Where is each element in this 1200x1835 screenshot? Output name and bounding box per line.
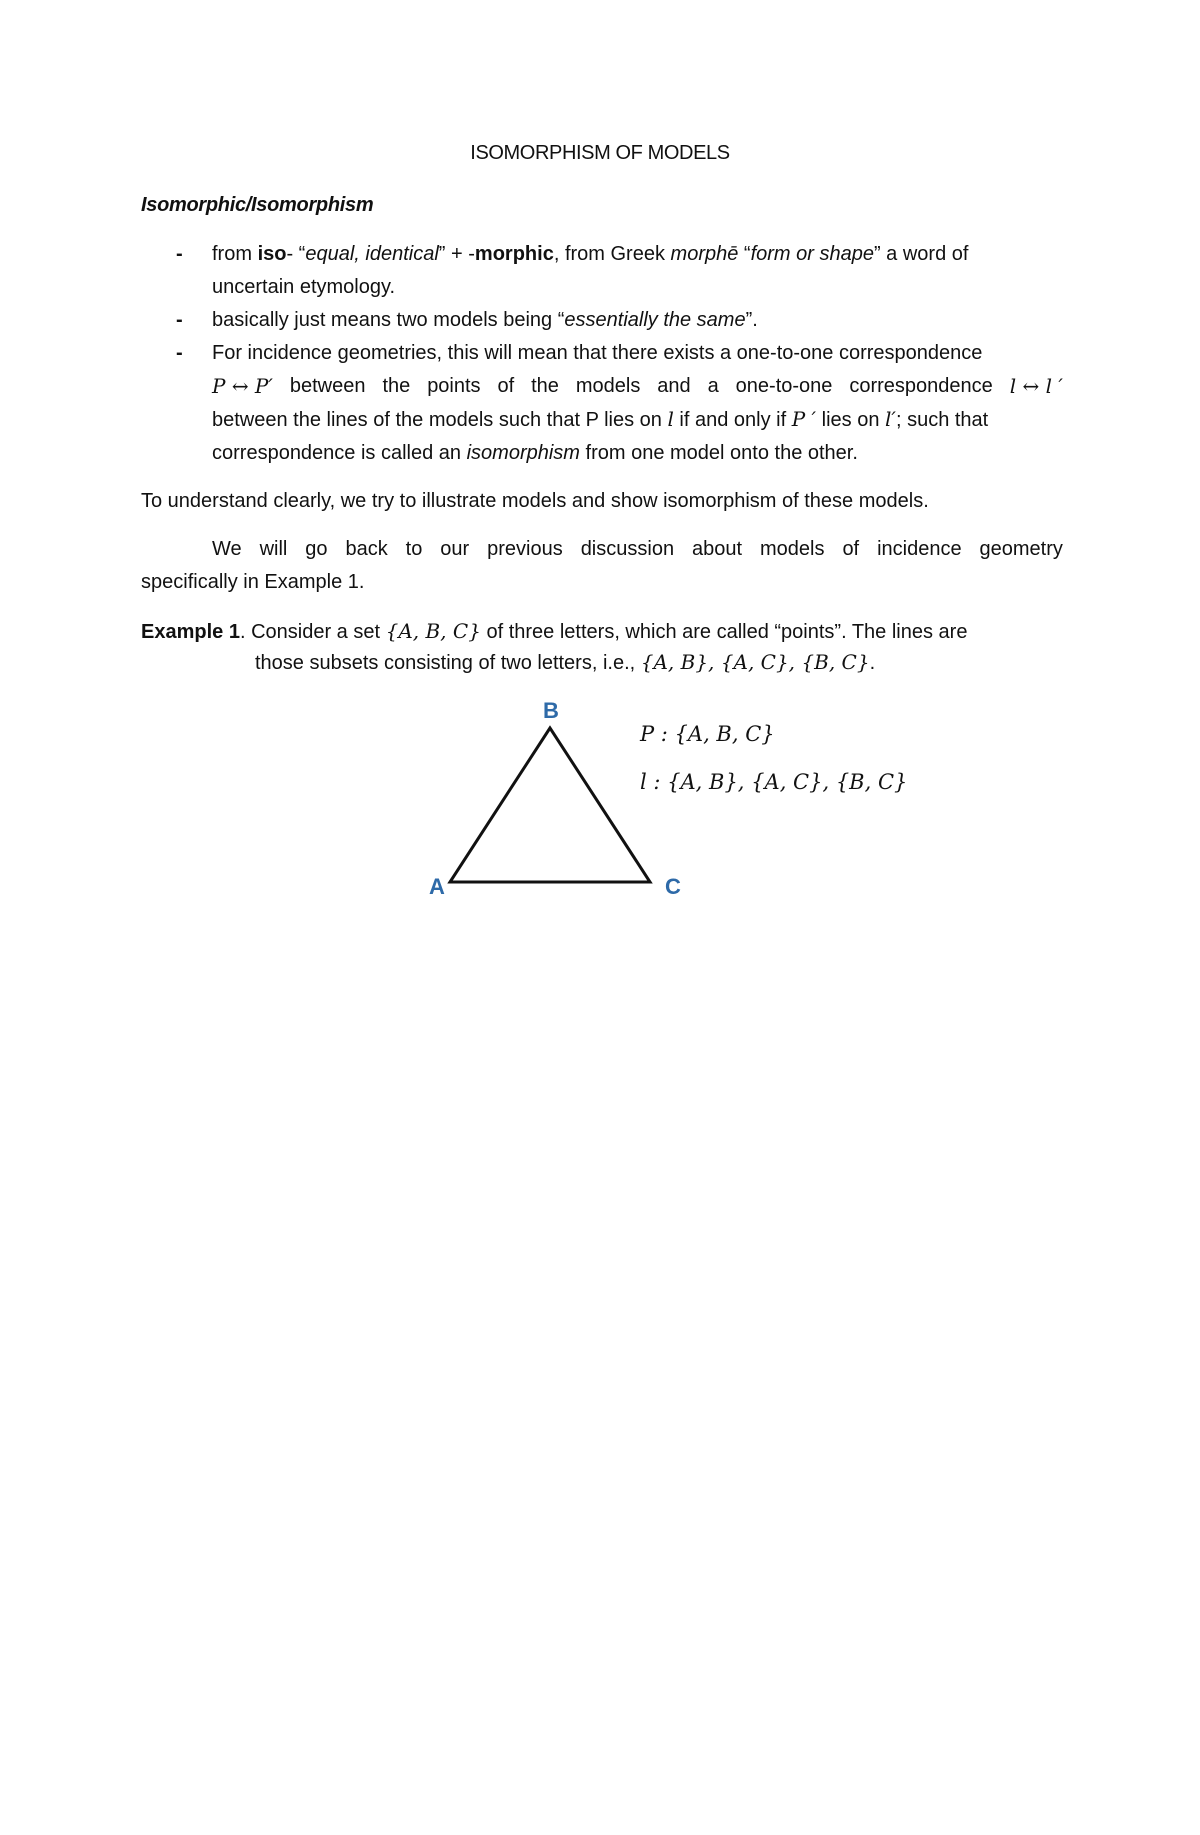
italic-morphe: morphē xyxy=(670,243,739,265)
word: to xyxy=(405,538,423,560)
text-run: , from Greek xyxy=(553,243,671,265)
text-run: from one model onto the other. xyxy=(579,442,858,464)
word: discussion xyxy=(580,538,675,560)
text-run: “ xyxy=(738,243,751,265)
text-run: ” + - xyxy=(438,243,475,265)
word: will xyxy=(259,538,288,560)
text-run: ”. xyxy=(745,309,758,331)
word: correspondence xyxy=(849,375,993,397)
vertex-label-c: C xyxy=(665,874,681,899)
text-run: from xyxy=(212,243,258,265)
word: and xyxy=(657,375,691,397)
text-line: specifically in Example 1. xyxy=(141,571,365,593)
text-line xyxy=(141,616,1063,647)
word: of xyxy=(497,375,515,397)
paragraph-understand: To understand clearly, we try to illustrate models and show isomorphism of these models. xyxy=(141,490,929,512)
term-morphic: morphic xyxy=(474,243,554,265)
text-run: if and only if xyxy=(673,409,792,431)
word: back xyxy=(345,538,388,560)
bullet-dash: - xyxy=(176,342,183,364)
math-point-set: {A, B, C} xyxy=(385,619,481,643)
text-run: . xyxy=(239,621,246,643)
word: We xyxy=(212,538,242,560)
text-run: lies on xyxy=(816,409,886,431)
example-1 xyxy=(141,616,1063,678)
word: our xyxy=(440,538,470,560)
italic-essentially-same: essentially the same xyxy=(564,309,746,331)
text-line xyxy=(212,403,1063,437)
math-point-correspondence: P ↔ P′ xyxy=(212,374,273,398)
word: the xyxy=(531,375,559,397)
word: models xyxy=(760,538,825,560)
text-line xyxy=(212,370,1063,403)
math-line-sets: {A, B}, {A, C}, {B, C} xyxy=(640,650,870,674)
word: previous xyxy=(487,538,563,560)
list-item-essentially-same xyxy=(141,304,1063,337)
list-item-continuation: uncertain etymology. xyxy=(212,276,396,298)
points-set-label: P : {A, B, C} xyxy=(640,722,775,746)
text-run: ; such that xyxy=(895,409,989,431)
math-l-prime: l′ xyxy=(885,407,896,431)
paragraph-go-back xyxy=(141,533,1063,599)
lines-set-label: l : {A, B}, {A, C}, {B, C} xyxy=(640,770,908,794)
word: between xyxy=(289,375,366,397)
list-item-etymology xyxy=(141,238,1063,304)
term-iso: iso xyxy=(257,243,287,265)
word: one-to-one xyxy=(735,375,833,397)
text-line xyxy=(141,533,1063,566)
word: the xyxy=(382,375,411,397)
italic-isomorphism: isomorphism xyxy=(466,442,580,464)
math-l: l xyxy=(667,407,674,431)
italic-equal-identical: equal, identical xyxy=(305,243,439,265)
word: incidence xyxy=(877,538,962,560)
text-run: basically just means two models being “ xyxy=(212,309,565,331)
text-run: ” a word of xyxy=(873,243,969,265)
text-run: correspondence is called an xyxy=(212,442,467,464)
section-subheading: Isomorphic/Isomorphism xyxy=(141,194,374,216)
vertex-label-a: A xyxy=(429,874,445,899)
word: points xyxy=(427,375,481,397)
triangle-abc xyxy=(450,728,650,882)
word: about xyxy=(692,538,743,560)
text-line xyxy=(212,437,1063,470)
text-run: - “ xyxy=(286,243,306,265)
text-run: For incidence geometries, this will mean that there exists a one-to-one correspondence xyxy=(212,342,983,364)
math-p-prime: P ′ xyxy=(791,407,817,431)
text-run: . xyxy=(869,652,876,674)
bullet-dash: - xyxy=(176,309,183,331)
word: go xyxy=(305,538,328,560)
page-title: ISOMORPHISM OF MODELS xyxy=(470,142,730,164)
italic-form-or-shape: form or shape xyxy=(750,243,874,265)
text-run: those subsets consisting of two letters, i.e., xyxy=(255,652,641,674)
text-run: Consider a set xyxy=(245,621,386,643)
bullet-dash: - xyxy=(176,243,183,265)
definition-bullet-list xyxy=(141,238,1063,470)
math-line-correspondence: l ↔ l ′ xyxy=(1009,374,1063,398)
text-line xyxy=(212,337,1063,370)
example-label: Example 1 xyxy=(141,621,240,643)
text-run: between the lines of the models such that P lies on xyxy=(212,409,668,431)
list-item-incidence-definition xyxy=(141,337,1063,470)
text-run: of three letters, which are called “points”. The lines are xyxy=(480,621,968,643)
word: geometry xyxy=(979,538,1063,560)
text-line xyxy=(141,647,1063,678)
word: of xyxy=(842,538,860,560)
word: a xyxy=(707,375,719,397)
word: models xyxy=(575,375,641,397)
vertex-label-b: B xyxy=(543,698,559,723)
